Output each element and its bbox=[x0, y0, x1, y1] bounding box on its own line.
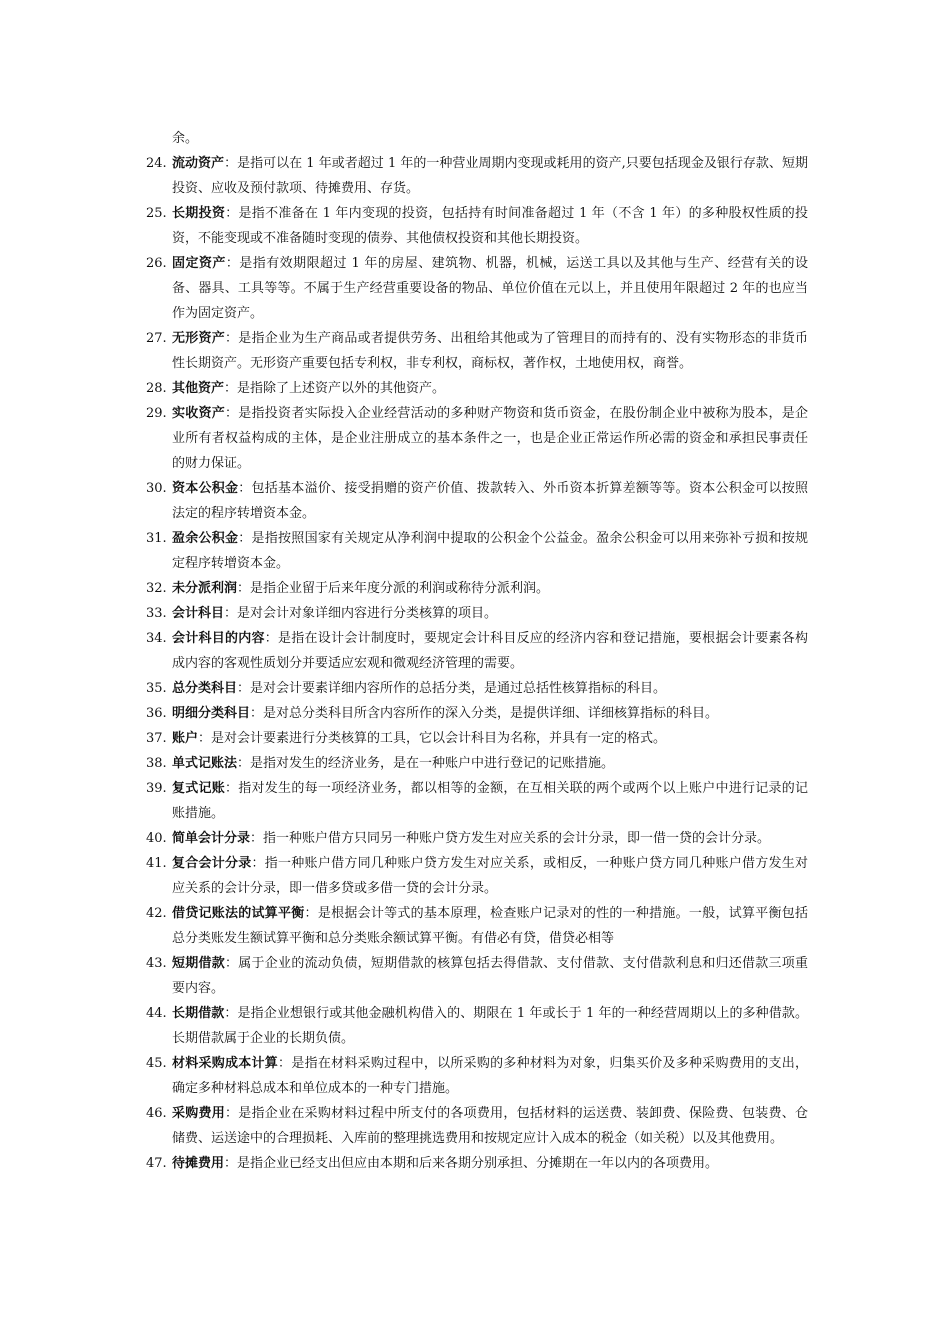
item-term: 其他资产 bbox=[172, 381, 225, 396]
item-term: 借贷记账法的试算平衡 bbox=[172, 906, 305, 921]
item-term: 长期借款 bbox=[172, 1006, 225, 1021]
glossary-item bbox=[146, 401, 808, 476]
item-body bbox=[172, 626, 808, 676]
item-definition: 是对总分类科目所含内容所作的深入分类，是提供详细、详细核算指标的科目。 bbox=[263, 706, 719, 721]
item-term: 会计科目的内容 bbox=[172, 631, 265, 646]
item-body bbox=[172, 251, 808, 326]
item-number: 45. bbox=[146, 1056, 167, 1071]
glossary-item bbox=[146, 826, 808, 851]
glossary-item bbox=[146, 476, 808, 526]
item-definition: 是指企业为生产商品或者提供劳务、出租给其他或为了管理目的而持有的、没有实物形态的非货币性长期资产。无形资产重要包括专利权，非专利权，商标权，著作权，土地使用权，商誉。 bbox=[172, 331, 808, 371]
item-body bbox=[172, 1101, 808, 1151]
glossary-item bbox=[146, 951, 808, 1001]
item-number: 34. bbox=[146, 631, 167, 646]
item-definition: 属于企业的流动负债，短期借款的核算包括去得借款、支付借款、支付借款利息和归还借款三项重要内容。 bbox=[172, 956, 808, 996]
glossary-item bbox=[146, 1051, 808, 1101]
item-term: 单式记账法 bbox=[172, 756, 238, 771]
glossary-item bbox=[146, 1151, 808, 1176]
item-body bbox=[172, 201, 808, 251]
item-definition: 是指投资者实际投入企业经营活动的多种财产物资和货币资金，在股份制企业中被称为股本，是企业所有者权益构成的主体，是企业注册成立的基本条件之一，也是企业正常运作所必需的资金和承担民事责任的财力保证。 bbox=[172, 406, 808, 471]
item-separator: ： bbox=[225, 406, 239, 421]
item-number: 27. bbox=[146, 331, 167, 346]
item-definition: 是指在材料采购过程中，以所采购的多种材料为对象，归集买价及多种采购费用的支出，确定多种材料总成本和单位成本的一种专门措施。 bbox=[172, 1056, 808, 1096]
glossary-item bbox=[146, 751, 808, 776]
item-number: 35. bbox=[146, 681, 167, 696]
glossary-item bbox=[146, 576, 808, 601]
item-term: 长期投资 bbox=[172, 206, 226, 221]
item-term: 未分派利润 bbox=[172, 581, 238, 596]
item-separator: ： bbox=[225, 956, 239, 971]
item-number: 39. bbox=[146, 781, 167, 796]
item-separator: ： bbox=[225, 331, 239, 346]
glossary-item bbox=[146, 851, 808, 901]
item-term: 实收资产 bbox=[172, 406, 226, 421]
glossary-list bbox=[146, 151, 808, 1176]
item-definition: 是指企业在采购材料过程中所支付的各项费用，包括材料的运送费、装卸费、保险费、包装费、仓储费、运送途中的合理损耗、入库前的整理挑选费用和按规定应计入成本的税金（如关税）以及其他费用。 bbox=[172, 1106, 808, 1146]
item-separator: ： bbox=[237, 681, 251, 696]
item-body bbox=[172, 701, 808, 726]
item-definition: 是指可以在 1 年或者超过 1 年的一种营业周期内变现或耗用的资产,只要包括现金及银行存款、短期投资、应收及预付款项、待摊费用、存货。 bbox=[172, 156, 808, 196]
item-number: 47. bbox=[146, 1156, 167, 1171]
item-definition: 指一种账户借方只同另一种账户贷方发生对应关系的会计分录，即一借一贷的会计分录。 bbox=[263, 831, 771, 846]
item-body bbox=[172, 1051, 808, 1101]
item-number: 29. bbox=[146, 406, 167, 421]
item-body bbox=[172, 826, 808, 851]
item-separator: ： bbox=[237, 756, 251, 771]
item-definition: 是指在设计会计制度时，要规定会计科目反应的经济内容和登记措施，要根据会计要素各构成内容的客观性质划分并要适应宏观和微观经济管理的需要。 bbox=[172, 631, 808, 671]
item-term: 总分类科目 bbox=[172, 681, 238, 696]
item-separator: ： bbox=[224, 606, 238, 621]
item-term: 采购费用 bbox=[172, 1106, 226, 1121]
item-term: 材料采购成本计算 bbox=[172, 1056, 279, 1071]
item-number: 28. bbox=[146, 381, 167, 396]
item-separator: ： bbox=[224, 156, 238, 171]
item-definition: 是指除了上述资产以外的其他资产。 bbox=[237, 381, 446, 396]
item-body bbox=[172, 726, 808, 751]
item-separator: ： bbox=[224, 1156, 238, 1171]
item-term: 简单会计分录 bbox=[172, 831, 251, 846]
item-number: 32. bbox=[146, 581, 167, 596]
glossary-item bbox=[146, 326, 808, 376]
item-body bbox=[172, 951, 808, 1001]
item-number: 44. bbox=[146, 1006, 167, 1021]
item-definition: 是对会计要素详细内容所作的总括分类，是通过总括性核算指标的科目。 bbox=[250, 681, 667, 696]
item-term: 复式记账 bbox=[172, 781, 226, 796]
item-definition: 是指有效期限超过 1 年的房屋、建筑物、机器，机械，运送工具以及其他与生产、经营有关的设备、器具、工具等等。不属于生产经营重要设备的物品、单位价值在元以上，并且使用年限超过 2 年的也应当作为固定资产。 bbox=[172, 256, 808, 321]
item-body bbox=[172, 376, 808, 401]
item-term: 复合会计分录 bbox=[172, 856, 252, 871]
glossary-content bbox=[146, 126, 808, 1176]
glossary-item bbox=[146, 701, 808, 726]
glossary-item bbox=[146, 1101, 808, 1151]
item-separator: ： bbox=[264, 631, 279, 646]
item-term: 明细分类科目 bbox=[172, 706, 251, 721]
item-number: 46. bbox=[146, 1106, 167, 1121]
item-number: 24. bbox=[146, 156, 167, 171]
glossary-item bbox=[146, 201, 808, 251]
item-definition: 指对发生的每一项经济业务，都以相等的金额，在互相关联的两个或两个以上账户中进行记录的记账措施。 bbox=[172, 781, 808, 821]
item-separator: ： bbox=[198, 731, 212, 746]
item-body bbox=[172, 751, 808, 776]
item-number: 43. bbox=[146, 956, 167, 971]
item-body bbox=[172, 676, 808, 701]
glossary-item bbox=[146, 901, 808, 951]
item-body bbox=[172, 776, 808, 826]
item-number: 25. bbox=[146, 206, 167, 221]
item-separator: ： bbox=[238, 531, 252, 546]
item-body bbox=[172, 851, 808, 901]
item-definition: 指一种账户借方同几种账户贷方发生对应关系，或相反，一种账户贷方同几种账户借方发生对应关系的会计分录，即一借多贷或多借一贷的会计分录。 bbox=[172, 856, 808, 896]
item-definition: 是指对发生的经济业务，是在一种账户中进行登记的记账措施。 bbox=[250, 756, 615, 771]
item-body bbox=[172, 476, 808, 526]
item-definition: 是对会计要素进行分类核算的工具，它以会计科目为名称，并具有一定的格式。 bbox=[211, 731, 667, 746]
item-number: 30. bbox=[146, 481, 167, 496]
item-number: 37. bbox=[146, 731, 167, 746]
item-separator: ： bbox=[238, 481, 252, 496]
item-separator: ： bbox=[250, 831, 264, 846]
item-definition: 是指企业想银行或其他金融机构借入的、期限在 1 年或长于 1 年的一种经营周期以上的多种借款。长期借款属于企业的长期负债。 bbox=[172, 1006, 808, 1046]
item-definition: 是根据会计等式的基本原理，检查账户记录对的性的一种措施。一般，试算平衡包括总分类账发生额试算平衡和总分类账余额试算平衡。有借必有贷，借贷必相等 bbox=[172, 906, 808, 946]
glossary-item bbox=[146, 601, 808, 626]
item-body bbox=[172, 401, 808, 476]
item-number: 42. bbox=[146, 906, 167, 921]
item-definition: 是指企业留于后来年度分派的利润或称待分派利润。 bbox=[250, 581, 550, 596]
item-separator: ： bbox=[225, 781, 239, 796]
item-number: 41. bbox=[146, 856, 167, 871]
item-separator: ： bbox=[251, 856, 265, 871]
item-number: 40. bbox=[146, 831, 167, 846]
item-number: 26. bbox=[146, 256, 167, 271]
item-definition: 是对会计对象详细内容进行分类核算的项目。 bbox=[237, 606, 498, 621]
item-number: 33. bbox=[146, 606, 167, 621]
glossary-item bbox=[146, 726, 808, 751]
item-definition: 是指按照国家有关规定从净利润中提取的公积金个公益金。盈余公积金可以用来弥补亏损和按规定程序转增资本金。 bbox=[172, 531, 808, 571]
glossary-item bbox=[146, 151, 808, 201]
glossary-item bbox=[146, 1001, 808, 1051]
item-separator: ： bbox=[237, 581, 251, 596]
item-term: 盈余公积金 bbox=[172, 531, 239, 546]
item-body bbox=[172, 1001, 808, 1051]
item-term: 资本公积金 bbox=[172, 481, 239, 496]
item-separator: ： bbox=[224, 1006, 238, 1021]
item-term: 流动资产 bbox=[172, 156, 225, 171]
item-body bbox=[172, 1151, 808, 1176]
item-separator: ： bbox=[225, 256, 240, 271]
item-term: 无形资产 bbox=[172, 331, 226, 346]
item-body bbox=[172, 526, 808, 576]
item-term: 短期借款 bbox=[172, 956, 226, 971]
item-number: 38. bbox=[146, 756, 167, 771]
item-separator: ： bbox=[304, 906, 318, 921]
glossary-item bbox=[146, 676, 808, 701]
item-body bbox=[172, 601, 808, 626]
item-term: 待摊费用 bbox=[172, 1156, 225, 1171]
item-definition: 是指不准备在 1 年内变现的投资，包括持有时间准备超过 1 年（不含 1 年）的多种股权性质的投资，不能变现或不准备随时变现的债券、其他债权投资和其他长期投资。 bbox=[172, 206, 808, 246]
glossary-item bbox=[146, 776, 808, 826]
item-body bbox=[172, 326, 808, 376]
item-separator: ： bbox=[250, 706, 264, 721]
glossary-item bbox=[146, 251, 808, 326]
item-term: 会计科目 bbox=[172, 606, 225, 621]
item-definition: 包括基本溢价、接受捐赠的资产价值、拨款转入、外币资本折算差额等等。资本公积金可以按照法定的程序转增资本金。 bbox=[172, 481, 808, 521]
item-separator: ： bbox=[225, 206, 239, 221]
continuation-text: 余。 bbox=[172, 131, 199, 146]
item-body bbox=[172, 576, 808, 601]
item-separator: ： bbox=[278, 1056, 292, 1071]
item-number: 31. bbox=[146, 531, 167, 546]
item-separator: ： bbox=[224, 381, 238, 396]
item-number: 36. bbox=[146, 706, 167, 721]
item-body bbox=[172, 901, 808, 951]
item-body bbox=[172, 151, 808, 201]
glossary-item bbox=[146, 626, 808, 676]
item-separator: ： bbox=[225, 1106, 239, 1121]
item-definition: 是指企业已经支出但应由本期和后来各期分别承担、分摊期在一年以内的各项费用。 bbox=[237, 1156, 719, 1171]
item-term: 账户 bbox=[172, 731, 199, 746]
item-term: 固定资产 bbox=[172, 256, 226, 271]
glossary-item bbox=[146, 526, 808, 576]
glossary-item bbox=[146, 376, 808, 401]
